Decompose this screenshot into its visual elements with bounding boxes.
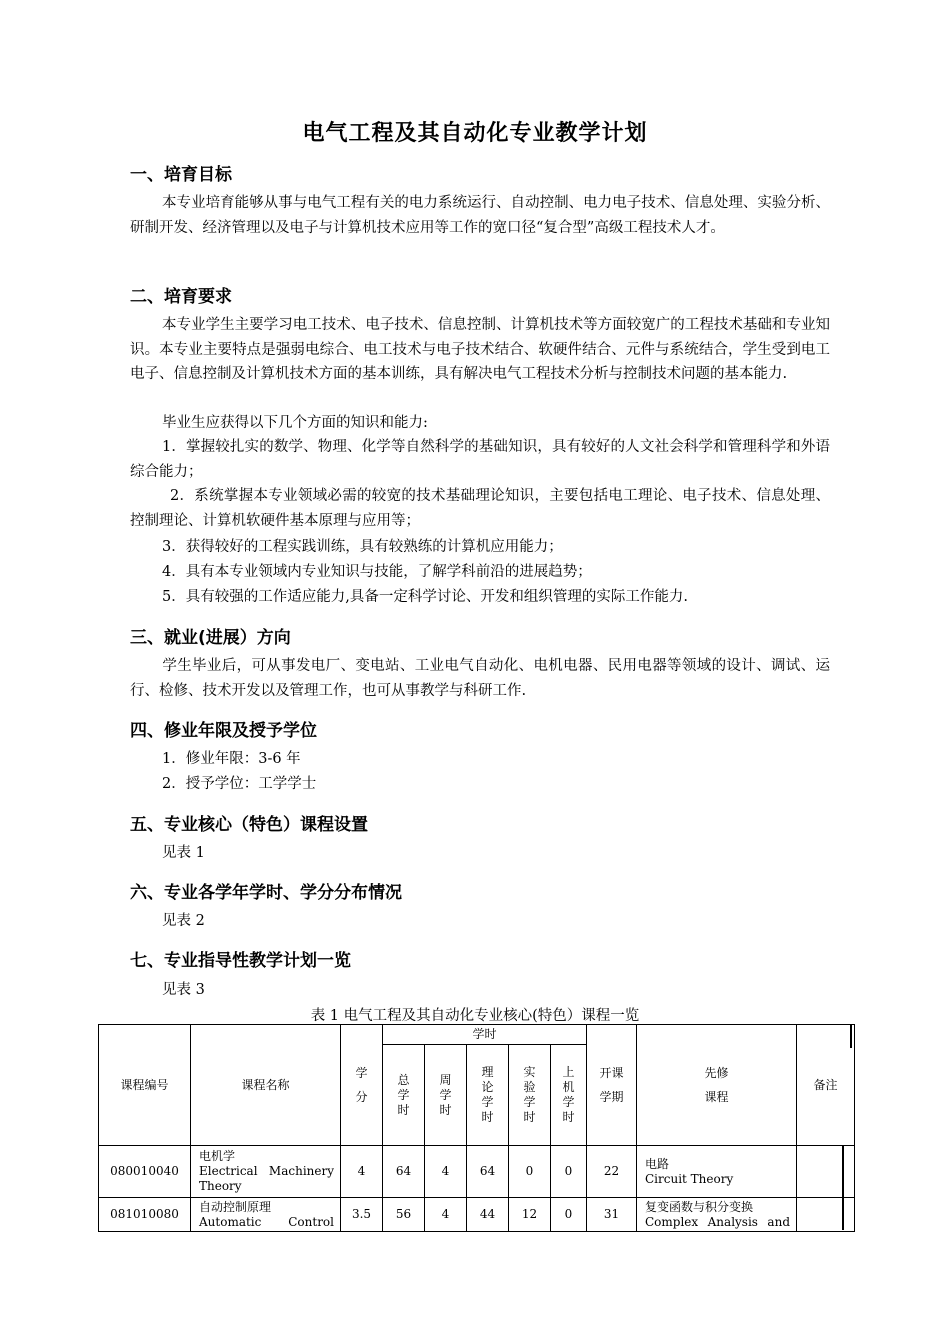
cell-credit: 4 [341, 1146, 383, 1198]
section-heading-duration: 四、修业年限及授予学位 [130, 721, 317, 741]
header-total-hours: 总学时 [383, 1045, 425, 1146]
requirement-item-1: 1．掌握较扎实的数学、物理、化学等自然科学的基础知识，具有较好的人文社会科学和管理科学和外语综合能力； [130, 439, 830, 480]
table-row [99, 1198, 855, 1232]
cell-lab-hours: 12 [509, 1198, 551, 1232]
cell-computer-hours: 0 [551, 1146, 587, 1198]
table-row [99, 1146, 855, 1198]
duration-item-2: 2．授予学位：工学学士 [162, 776, 317, 792]
note-see-table-1: 见表 1 [162, 845, 205, 861]
cell-credit: 3.5 [341, 1198, 383, 1232]
note-see-table-2: 见表 2 [162, 913, 205, 929]
cell-remark [797, 1198, 855, 1232]
header-lab-hours: 实验学时 [509, 1045, 551, 1146]
table-edge-mark [842, 1146, 844, 1230]
section-paragraph-goals: 本专业培育能够从事与电气工程有关的电力系统运行、自动控制、电力电子技术、信息处理、实验分析、研制开发、经济管理以及电子与计算机技术应用等工作的宽口径“复合型”高级工程技术人才。 [130, 195, 830, 236]
header-prerequisite: 先修课程 [637, 1025, 797, 1146]
cell-theory-hours: 44 [467, 1198, 509, 1232]
page-title: 电气工程及其自动化专业教学计划 [302, 121, 648, 146]
requirement-item-3: 3．获得较好的工程实践训练，具有较熟练的计算机应用能力； [162, 539, 563, 555]
header-course-code: 课程编号 [99, 1025, 191, 1146]
header-computer-hours: 上机学时 [551, 1045, 587, 1146]
cell-computer-hours: 0 [551, 1198, 587, 1232]
header-hours-group: 学时 [383, 1025, 587, 1045]
table-edge-mark [850, 1024, 852, 1048]
header-remark: 备注 [797, 1025, 855, 1146]
header-credit: 学分 [341, 1025, 383, 1146]
cell-course-code: 081010080 [99, 1198, 191, 1232]
requirement-item-5: 5．具有较强的工作适应能力,具备一定科学讨论、开发和组织管理的实际工作能力. [162, 589, 688, 605]
cell-theory-hours: 64 [467, 1146, 509, 1198]
cell-lab-hours: 0 [509, 1146, 551, 1198]
section-heading-career: 三、就业(进展）方向 [130, 628, 291, 648]
header-theory-hours: 理论学时 [467, 1045, 509, 1146]
duration-item-1: 1．修业年限：3-6 年 [162, 751, 301, 767]
cell-total-hours: 56 [383, 1198, 425, 1232]
section-paragraph-career: 学生毕业后，可从事发电厂、变电站、工业电气自动化、电机电器、民用电器等领域的设计、调试、运行、检修、技术开发以及管理工作，也可从事教学与科研工作. [130, 658, 830, 699]
section-heading-core-courses: 五、专业核心（特色）课程设置 [130, 815, 368, 835]
cell-prerequisite: 复变函数与积分变换 Complex Analysis and [637, 1198, 797, 1232]
section-paragraph-requirements: 本专业学生主要学习电工技术、电子技术、信息控制、计算机技术等方面较宽广的工程技术基础和专业知识。本专业主要特点是强弱电综合、电工技术与电子技术结合、软硬件结合、元件与系统结合，学生受到电工电子、信息控制及计算机技术方面的基本训练，具有解决电气工程技术分析与控制技术问题的基本能力. [130, 317, 830, 382]
requirements-intro: 毕业生应获得以下几个方面的知识和能力: [162, 415, 428, 431]
cell-course-code: 080010040 [99, 1146, 191, 1198]
cell-prerequisite: 电路 Circuit Theory [637, 1146, 797, 1198]
table-caption: 表 1 电气工程及其自动化专业核心(特色）课程一览 [310, 1008, 640, 1024]
section-heading-requirements: 二、培育要求 [130, 287, 232, 307]
cell-course-name: 电机学 Electrical Machinery Theory [191, 1146, 341, 1198]
cell-semester: 31 [587, 1198, 637, 1232]
cell-remark [797, 1146, 855, 1198]
section-heading-teaching-plan: 七、专业指导性教学计划一览 [130, 951, 351, 971]
cell-weekly-hours: 4 [425, 1146, 467, 1198]
core-courses-table [98, 1024, 855, 1232]
section-heading-goals: 一、培育目标 [130, 165, 232, 185]
header-course-name: 课程名称 [191, 1025, 341, 1146]
requirement-item-2: 2．系统掌握本专业领域必需的较宽的技术基础理论知识，主要包括电工理论、电子技术、信息处理、控制理论、计算机软硬件基本原理与应用等； [130, 488, 830, 529]
header-weekly-hours: 周学时 [425, 1045, 467, 1146]
section-heading-credit-distribution: 六、专业各学年学时、学分分布情况 [130, 883, 402, 903]
note-see-table-3: 见表 3 [162, 982, 205, 998]
cell-semester: 22 [587, 1146, 637, 1198]
header-semester: 开课学期 [587, 1025, 637, 1146]
cell-weekly-hours: 4 [425, 1198, 467, 1232]
cell-course-name: 自动控制原理 Automatic Control [191, 1198, 341, 1232]
cell-total-hours: 64 [383, 1146, 425, 1198]
requirement-item-4: 4．具有本专业领域内专业知识与技能，了解学科前沿的进展趋势； [162, 564, 592, 580]
